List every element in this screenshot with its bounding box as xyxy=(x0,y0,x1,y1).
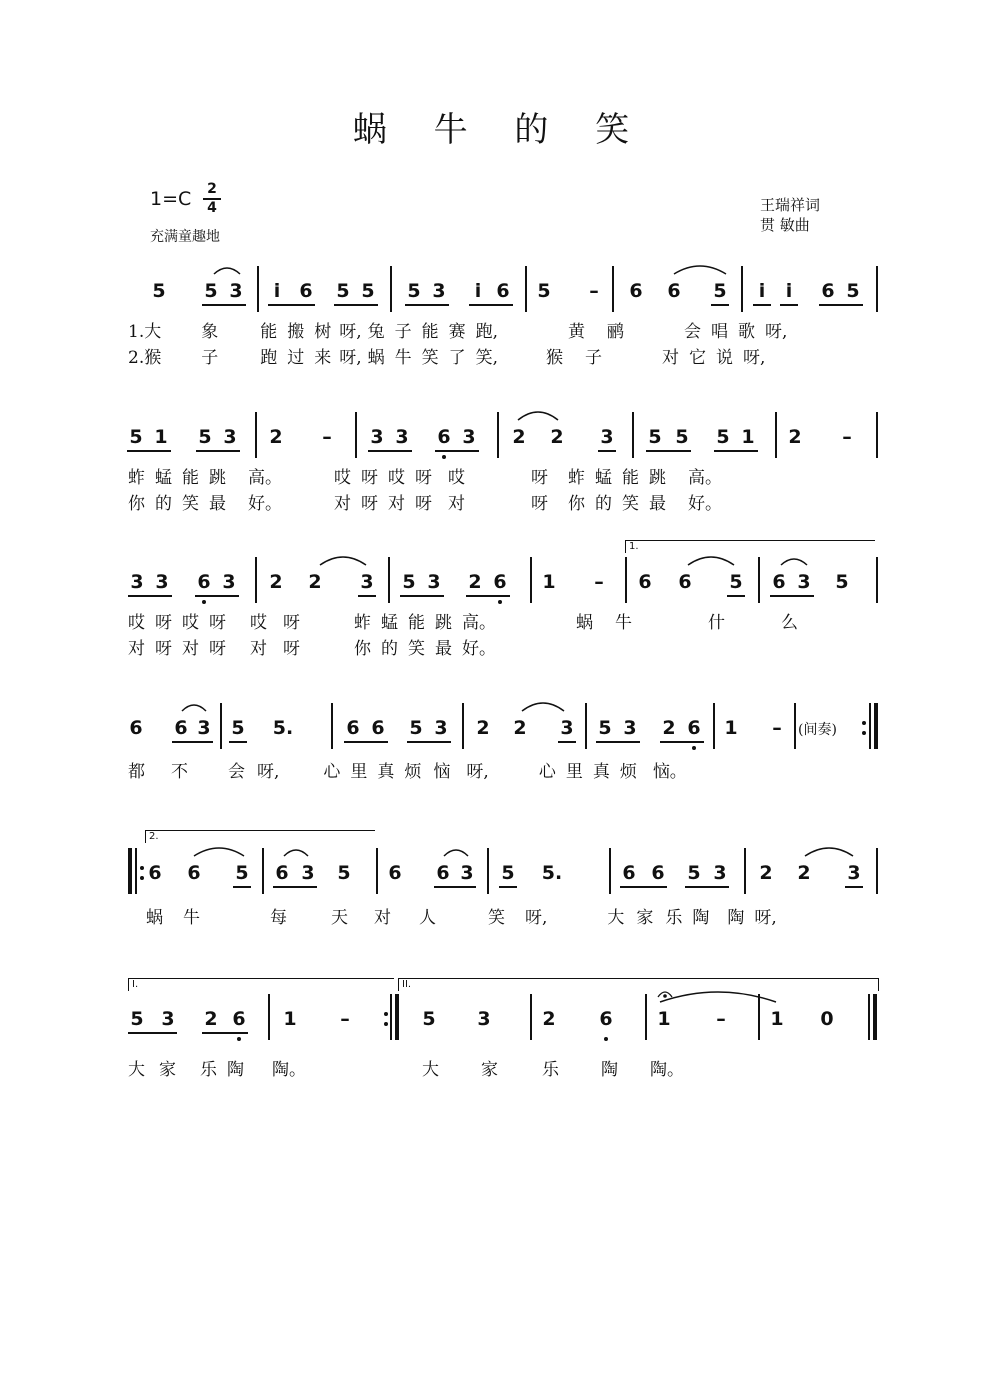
lyric-syllable: 对 xyxy=(334,494,351,514)
lyric-syllable: 烦 xyxy=(404,762,422,782)
note: 2 xyxy=(269,426,283,448)
lyric-syllable: 蚱 xyxy=(568,468,585,488)
lyric-syllable: 笑 xyxy=(408,639,425,659)
note: 5 xyxy=(130,1008,144,1030)
lyric-syllable: 能 xyxy=(182,468,199,488)
time-signature xyxy=(203,182,221,216)
lyric-syllable: 陶 xyxy=(227,1060,244,1080)
note: 3 xyxy=(460,862,474,884)
note: 2 xyxy=(476,717,490,739)
note: 5 xyxy=(198,426,212,448)
lyric-syllable: 好。 xyxy=(248,494,282,514)
note: 5. xyxy=(541,862,563,884)
lyric-syllable: 呀, xyxy=(743,348,766,368)
interlude-marker: (间奏) xyxy=(798,722,837,738)
lyric-syllable: 呀 xyxy=(283,639,300,659)
lyric-syllable: 呀, xyxy=(339,322,362,342)
lyric-syllable: 的 xyxy=(381,639,398,659)
lyric-syllable: 你 xyxy=(568,494,585,514)
composer-credit: 贯 敏曲 xyxy=(760,216,810,234)
lyric-syllable: 陶 xyxy=(601,1060,618,1080)
note: 6 xyxy=(187,862,201,884)
lyric-syllable: 蜢 xyxy=(595,468,612,488)
lyric-syllable: 高。 xyxy=(688,468,722,488)
note: 6 xyxy=(821,280,835,302)
note: 3 xyxy=(434,717,448,739)
lyric-syllable: 呀 xyxy=(283,613,300,633)
note: 1 xyxy=(542,571,556,593)
staff-row-5 xyxy=(0,862,1000,942)
lyric-syllable: 蚱 xyxy=(128,468,145,488)
time-signature-bottom: 4 xyxy=(207,200,217,216)
lyric-syllable: 跳 xyxy=(649,468,666,488)
lyric-syllable: 呀 xyxy=(361,468,378,488)
volta-label: I. xyxy=(132,979,139,990)
lyric-syllable: 家 xyxy=(636,908,654,928)
lyric-syllable: 家 xyxy=(481,1060,498,1080)
note: 3 xyxy=(197,717,211,739)
lyric-syllable: 乐 xyxy=(200,1060,217,1080)
note: 6 xyxy=(174,717,188,739)
lyric-syllable: 最 xyxy=(649,494,666,514)
lyric-syllable: 陶。 xyxy=(650,1060,684,1080)
note: 3 xyxy=(462,426,476,448)
note: 3 xyxy=(222,571,236,593)
note: 5 xyxy=(235,862,249,884)
lyric-syllable: 牛 xyxy=(615,613,632,633)
lyric-syllable: 蚱 xyxy=(354,613,371,633)
lyric-line-5 xyxy=(146,903,777,928)
note: 5 xyxy=(846,280,860,302)
lyric-syllable: 里 xyxy=(350,762,368,782)
note: 6 xyxy=(678,571,692,593)
lyric-syllable: 笑 xyxy=(421,348,439,368)
lyric-syllable: 跑 xyxy=(260,348,278,368)
note: 5 xyxy=(716,426,730,448)
note: 3 xyxy=(155,571,169,593)
lyric-syllable: 天 xyxy=(331,908,348,928)
note: 6 xyxy=(275,862,289,884)
lyric-syllable: 陶 xyxy=(727,908,745,928)
page-title: 蜗 牛 的 笑 xyxy=(352,110,648,150)
lyric-syllable: 笑 xyxy=(488,908,505,928)
note: 6 xyxy=(232,1008,246,1030)
note: 5 xyxy=(402,571,416,593)
note: 1 xyxy=(283,1008,297,1030)
note: 6 xyxy=(346,717,360,739)
note: i xyxy=(474,280,482,302)
lyric-syllable: 什 xyxy=(708,613,725,633)
lyric-syllable: 呀, xyxy=(525,908,548,928)
lyric-syllable: 跳 xyxy=(209,468,226,488)
lyric-syllable: 黄 xyxy=(568,322,586,342)
lyric-line-1-verse-1 xyxy=(128,317,787,342)
lyric-syllable: 蜗 xyxy=(367,348,385,368)
lyric-syllable: 陶 xyxy=(692,908,710,928)
note: 5 xyxy=(336,280,350,302)
note: 3 xyxy=(229,280,243,302)
volta-label: 1. xyxy=(629,541,639,552)
lyric-syllable: 哎 xyxy=(182,613,199,633)
note: 6 xyxy=(496,280,510,302)
note: 3 xyxy=(847,862,861,884)
lyric-syllable: 鹂 xyxy=(607,322,625,342)
note: 3 xyxy=(623,717,637,739)
note: 5 xyxy=(409,717,423,739)
volta-label: II. xyxy=(402,979,412,990)
note: 5 xyxy=(687,862,701,884)
lyric-syllable: 猴 xyxy=(546,348,564,368)
second-ending-bracket xyxy=(145,830,375,843)
note: i xyxy=(758,280,766,302)
lyric-syllable: 会 xyxy=(228,762,245,782)
note: 6 xyxy=(493,571,507,593)
note: 3 xyxy=(161,1008,175,1030)
note: 6 xyxy=(148,862,162,884)
note: 3 xyxy=(360,571,374,593)
lyric-line-2-verse-1 xyxy=(128,463,722,488)
lyric-syllable: 过 xyxy=(287,348,305,368)
lyric-syllable: 蜗 xyxy=(146,908,163,928)
lyric-syllable: 1.大 xyxy=(128,322,162,342)
lyric-syllable: 恼。 xyxy=(652,762,687,782)
note: 1 xyxy=(657,1008,671,1030)
note: 5 xyxy=(361,280,375,302)
lyric-syllable: 哎 xyxy=(388,468,405,488)
lyric-syllable: 大 xyxy=(128,1060,145,1080)
lyric-syllable: 能 xyxy=(260,322,278,342)
lyric-syllable: 家 xyxy=(159,1060,176,1080)
note: 3 xyxy=(130,571,144,593)
first-ending-bracket xyxy=(625,540,875,553)
lyric-syllable: 好。 xyxy=(688,494,722,514)
note: 6 xyxy=(622,862,636,884)
note: 2 xyxy=(797,862,811,884)
note: 1 xyxy=(741,426,755,448)
lyric-syllable: 心 xyxy=(538,762,556,782)
lyric-syllable: 哎 xyxy=(128,613,145,633)
note: 3 xyxy=(432,280,446,302)
lyric-syllable: 最 xyxy=(435,639,452,659)
expression-mark: 充满童趣地 xyxy=(150,229,220,245)
note: 2 xyxy=(308,571,322,593)
note: 6 xyxy=(436,862,450,884)
lyric-syllable: 呀 xyxy=(361,494,378,514)
note: i xyxy=(785,280,793,302)
note: 5 xyxy=(713,280,727,302)
lyric-syllable: 子 xyxy=(201,348,219,368)
lyric-syllable: 你 xyxy=(354,639,371,659)
lyric-syllable: 对 xyxy=(662,348,680,368)
lyric-syllable: 呀 xyxy=(415,494,432,514)
lyric-syllable: 兔 xyxy=(367,322,385,342)
note: 2 xyxy=(759,862,773,884)
lyric-syllable: 对 xyxy=(128,639,145,659)
lyric-syllable: 象 xyxy=(201,322,219,342)
lyric-syllable: 恼 xyxy=(433,762,451,782)
note: 1 xyxy=(154,426,168,448)
note: 6 xyxy=(667,280,681,302)
note: 5 xyxy=(598,717,612,739)
note: 2 xyxy=(513,717,527,739)
note: 1 xyxy=(770,1008,784,1030)
note: 2 xyxy=(269,571,283,593)
note: – xyxy=(842,426,852,448)
lyric-syllable: 对 xyxy=(388,494,405,514)
volta-label: 2. xyxy=(149,831,159,842)
note: 3 xyxy=(797,571,811,593)
note: – xyxy=(589,280,599,302)
note: 0 xyxy=(820,1008,834,1030)
note: 6 xyxy=(388,862,402,884)
lyric-syllable: 乐 xyxy=(665,908,683,928)
note: 2 xyxy=(550,426,564,448)
lyric-syllable: 牛 xyxy=(183,908,200,928)
lyric-syllable: 笑, xyxy=(475,348,499,368)
note: 5 xyxy=(675,426,689,448)
note: – xyxy=(322,426,332,448)
note: 5 xyxy=(337,862,351,884)
note: 5 xyxy=(501,862,515,884)
note: 3 xyxy=(223,426,237,448)
lyric-syllable: 对 xyxy=(448,494,465,514)
lyric-line-3-verse-1 xyxy=(128,608,798,633)
lyric-syllable: 哎 xyxy=(334,468,351,488)
note: 2 xyxy=(468,571,482,593)
lyric-line-1-verse-2 xyxy=(128,343,765,368)
lyric-syllable: 呀 xyxy=(531,494,548,514)
lyric-line-2-verse-2 xyxy=(128,489,722,514)
lyric-syllable: 都 xyxy=(128,762,145,782)
lyric-syllable: 牛 xyxy=(394,348,412,368)
lyric-syllable: 每 xyxy=(270,908,287,928)
lyric-syllable: 乐 xyxy=(542,1060,559,1080)
lyric-syllable: 高。 xyxy=(462,613,496,633)
lyric-syllable: 笑 xyxy=(182,494,199,514)
lyric-syllable: 大 xyxy=(607,908,625,928)
note: 5 xyxy=(835,571,849,593)
lyric-syllable: 说 xyxy=(716,348,734,368)
lyric-syllable: 里 xyxy=(565,762,583,782)
lyric-syllable: 能 xyxy=(421,322,439,342)
lyric-syllable: 呀, xyxy=(754,908,777,928)
lyric-syllable: 烦 xyxy=(619,762,637,782)
note: 2 xyxy=(512,426,526,448)
lyric-syllable: 它 xyxy=(689,348,707,368)
lyric-syllable: 陶。 xyxy=(272,1060,306,1080)
note: 3 xyxy=(713,862,727,884)
lyric-syllable: 呀 xyxy=(155,639,172,659)
lyric-syllable: 真 xyxy=(592,762,610,782)
note: 5 xyxy=(152,280,166,302)
lyric-syllable: 对 xyxy=(182,639,199,659)
note: 6 xyxy=(599,1008,613,1030)
lyric-syllable: 能 xyxy=(622,468,639,488)
note: 5 xyxy=(129,426,143,448)
note: 6 xyxy=(371,717,385,739)
lyric-syllable: 呀, xyxy=(466,762,489,782)
note: 3 xyxy=(395,426,409,448)
note: 6 xyxy=(299,280,313,302)
lyric-syllable: 最 xyxy=(209,494,226,514)
note: 6 xyxy=(638,571,652,593)
lyric-syllable: 搬 xyxy=(287,322,305,342)
lyric-syllable: 呀, xyxy=(765,322,788,342)
lyric-syllable: 来 xyxy=(314,348,332,368)
note: 3 xyxy=(370,426,384,448)
lyric-syllable: 你 xyxy=(128,494,145,514)
note: 3 xyxy=(427,571,441,593)
lyric-syllable: 呀, xyxy=(257,762,280,782)
lyric-syllable: 2.猴 xyxy=(128,348,162,368)
note: 5 xyxy=(537,280,551,302)
note: 3 xyxy=(600,426,614,448)
note: 5 xyxy=(231,717,245,739)
lyric-syllable: 的 xyxy=(595,494,612,514)
lyric-syllable: 呀 xyxy=(155,613,172,633)
lyric-syllable: 呀 xyxy=(209,613,226,633)
lyric-syllable: 赛 xyxy=(448,322,466,342)
note: 3 xyxy=(477,1008,491,1030)
lyric-syllable: 蜗 xyxy=(576,613,593,633)
note: 5 xyxy=(204,280,218,302)
lyric-syllable: 蜢 xyxy=(381,613,398,633)
lyricist-credit: 王瑞祥词 xyxy=(760,196,821,214)
key-signature: 1=C xyxy=(150,188,192,210)
note: 6 xyxy=(772,571,786,593)
second-ending-bracket-2 xyxy=(398,978,879,991)
note: 5 xyxy=(729,571,743,593)
lyric-syllable: 呀 xyxy=(531,468,548,488)
note: 6 xyxy=(197,571,211,593)
note: 3 xyxy=(560,717,574,739)
note: – xyxy=(772,717,782,739)
note: 2 xyxy=(662,717,676,739)
note: 1 xyxy=(724,717,738,739)
lyric-syllable: 唱 xyxy=(711,322,729,342)
lyric-syllable: 哎 xyxy=(250,613,267,633)
lyric-syllable: 好。 xyxy=(462,639,496,659)
time-signature-top: 2 xyxy=(207,181,217,197)
note: 5 xyxy=(407,280,421,302)
note: 5 xyxy=(422,1008,436,1030)
lyric-syllable: 子 xyxy=(394,322,412,342)
lyric-syllable: 大 xyxy=(422,1060,439,1080)
lyric-syllable: 对 xyxy=(374,908,391,928)
note: 6 xyxy=(651,862,665,884)
lyric-syllable: 笑 xyxy=(622,494,639,514)
note: – xyxy=(340,1008,350,1030)
note: i xyxy=(273,280,281,302)
lyric-syllable: 歌 xyxy=(738,322,756,342)
lyric-line-3-verse-2 xyxy=(128,634,496,659)
lyric-syllable: 子 xyxy=(585,348,603,368)
lyric-syllable: 对 xyxy=(250,639,267,659)
note: 6 xyxy=(629,280,643,302)
lyric-syllable: 树 xyxy=(314,322,332,342)
lyric-line-6 xyxy=(128,1055,684,1080)
note: 2 xyxy=(204,1008,218,1030)
note: 6 xyxy=(437,426,451,448)
lyric-syllable: 心 xyxy=(323,762,341,782)
lyric-syllable: 跑, xyxy=(475,322,499,342)
lyric-line-4 xyxy=(128,757,687,782)
note: – xyxy=(594,571,604,593)
note: 5 xyxy=(648,426,662,448)
lyric-syllable: 哎 xyxy=(448,468,465,488)
lyric-syllable: 真 xyxy=(377,762,395,782)
note: 6 xyxy=(129,717,143,739)
lyric-syllable: 呀 xyxy=(209,639,226,659)
note: 3 xyxy=(301,862,315,884)
lyric-syllable: 蜢 xyxy=(155,468,172,488)
lyric-syllable: 能 xyxy=(408,613,425,633)
note: 6 xyxy=(687,717,701,739)
lyric-syllable: 高。 xyxy=(248,468,282,488)
lyric-syllable: 的 xyxy=(155,494,172,514)
lyric-syllable: 跳 xyxy=(435,613,452,633)
note: 2 xyxy=(542,1008,556,1030)
first-ending-bracket-2 xyxy=(128,978,394,991)
lyric-syllable: 么 xyxy=(781,613,798,633)
lyric-syllable: 呀 xyxy=(415,468,432,488)
lyric-syllable: 不 xyxy=(171,762,188,782)
note: 5. xyxy=(272,717,294,739)
lyric-syllable: 人 xyxy=(419,908,436,928)
lyric-syllable: 了 xyxy=(448,348,466,368)
note: 2 xyxy=(788,426,802,448)
note: – xyxy=(716,1008,726,1030)
lyric-syllable: 呀, xyxy=(339,348,362,368)
lyric-syllable: 会 xyxy=(684,322,702,342)
